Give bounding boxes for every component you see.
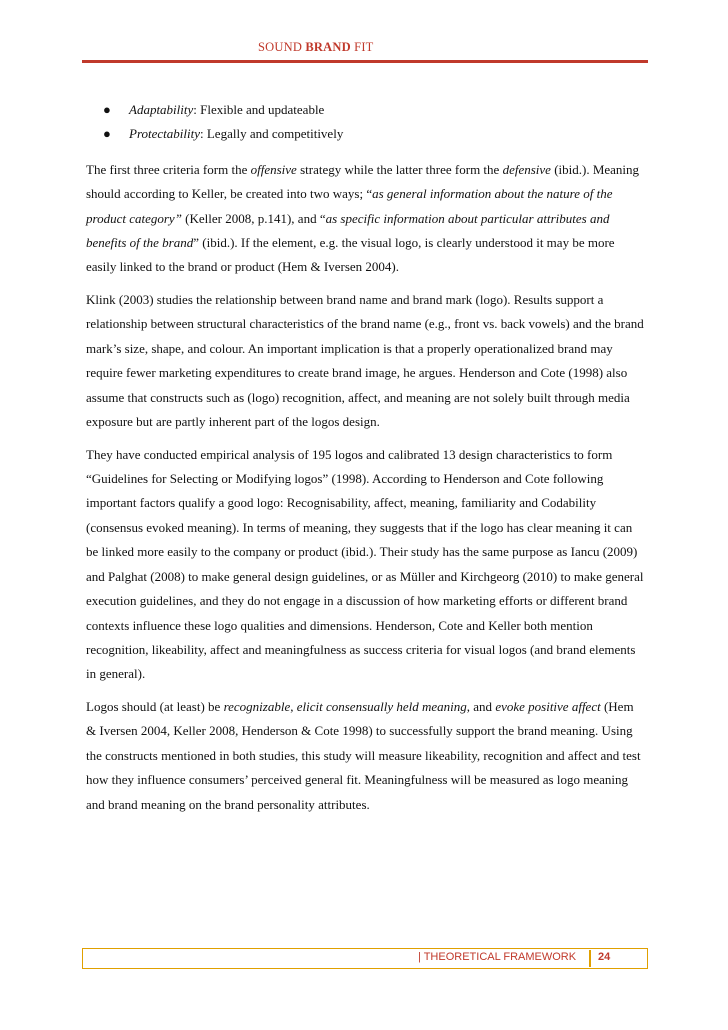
italic-run: evoke positive affect <box>495 698 601 714</box>
text-run: The first three criteria form the <box>86 161 251 177</box>
text-run: (Keller 2008, p.141), and “ <box>181 210 326 226</box>
text-run: (Hem & Iversen 2004, Keller 2008, Henderson & Cote 1998) to successfully support the brand meaning. Using the constructs mentioned in both studies, this study will measure likeability, recognition and affect and test how they influence consumers’ perceived general fit. Meaningfulness will be measured as logo meaning and brand meaning on the brand personality attributes. <box>86 698 641 812</box>
header-prefix: SOUND <box>258 40 306 54</box>
bullet-icon: ● <box>103 102 111 117</box>
paragraph-4 <box>86 695 646 817</box>
list-item <box>86 98 646 122</box>
page-number: 24 <box>598 951 611 963</box>
criteria-list <box>86 98 646 147</box>
text-run: (ibid.). Meaning should according to Keller, be created into two ways; “ <box>86 161 640 202</box>
bullet-term: Protectability <box>129 126 200 142</box>
header-suffix: FIT <box>350 40 374 54</box>
italic-run: offensive <box>250 161 297 177</box>
list-item <box>86 122 646 146</box>
italic-run: as general information about the nature of the product category” <box>86 186 613 226</box>
italic-run: as specific information about particular attributes and benefits of the brand <box>86 210 610 251</box>
paragraph-2: Klink (2003) studies the relationship between brand name and brand mark (logo). Results support a relationship between structural characteristics of the brand name (e.g., front vs. back vowels) and the brand mark’s size, shape, and colour. An important implication is that a properly operationalized brand may require fewer marketing expenditures to create brand image, he argues. Henderson and Cote (1998) also assume that constructs such as (logo) recognition, affect, and meaning are not solely built through media exposure but are partly inherent part of the logos design. <box>86 292 644 430</box>
italic-run: defensive <box>502 161 551 177</box>
text-run: Logos should (at least) be <box>86 698 224 714</box>
bullet-term: Adaptability <box>129 102 194 117</box>
header-bold: BRAND <box>305 40 351 54</box>
paragraph-3: They have conducted empirical analysis of 195 logos and calibrated 13 design characteristics to form “Guidelines for Selecting or Modifying logos” (1998). According to Henderson and Cote following important factors qualify a good logo: Recognisability, affect, meaning, familiarity and Codability (consensus evoked meaning). In terms of meaning, they suggests that if the logo has clear meaning it can be linked more easily to the company or product (ibid.). Their study has the same purpose as Iancu (2009) and Palghat (2008) to make general design guidelines, or as Müller and Kirchgeorg (2010) to make general execution guidelines, and they do not engage in a discussion of how marketing efforts or different brand contexts influence these logo qualities and dimensions. Henderson, Cote and Keller both mention recognition, likeability, affect and meaningfulness as success criteria for visual logos (and brand elements in general). <box>86 446 644 682</box>
page-body <box>86 98 646 825</box>
italic-run: elicit consensually held meaning <box>296 698 467 714</box>
header-rule <box>82 60 648 63</box>
text-run: ” (ibid.). If the element, e.g. the visual logo, is clearly understood it may be more easily linked to the brand or product (Hem & Iversen 2004). <box>86 235 615 275</box>
text-run: , <box>290 698 297 714</box>
text-run: , and <box>466 698 496 714</box>
bullet-text: : Flexible and updateable <box>193 102 325 117</box>
footer-section-title: | THEORETICAL FRAMEWORK <box>418 951 577 963</box>
bullet-text: : Legally and competitively <box>200 126 344 142</box>
bullet-icon: ● <box>103 126 111 142</box>
text-run: strategy while the latter three form the <box>296 161 503 177</box>
italic-run: recognizable <box>223 698 291 714</box>
paragraph-1 <box>86 158 646 280</box>
footer-divider <box>589 950 591 967</box>
